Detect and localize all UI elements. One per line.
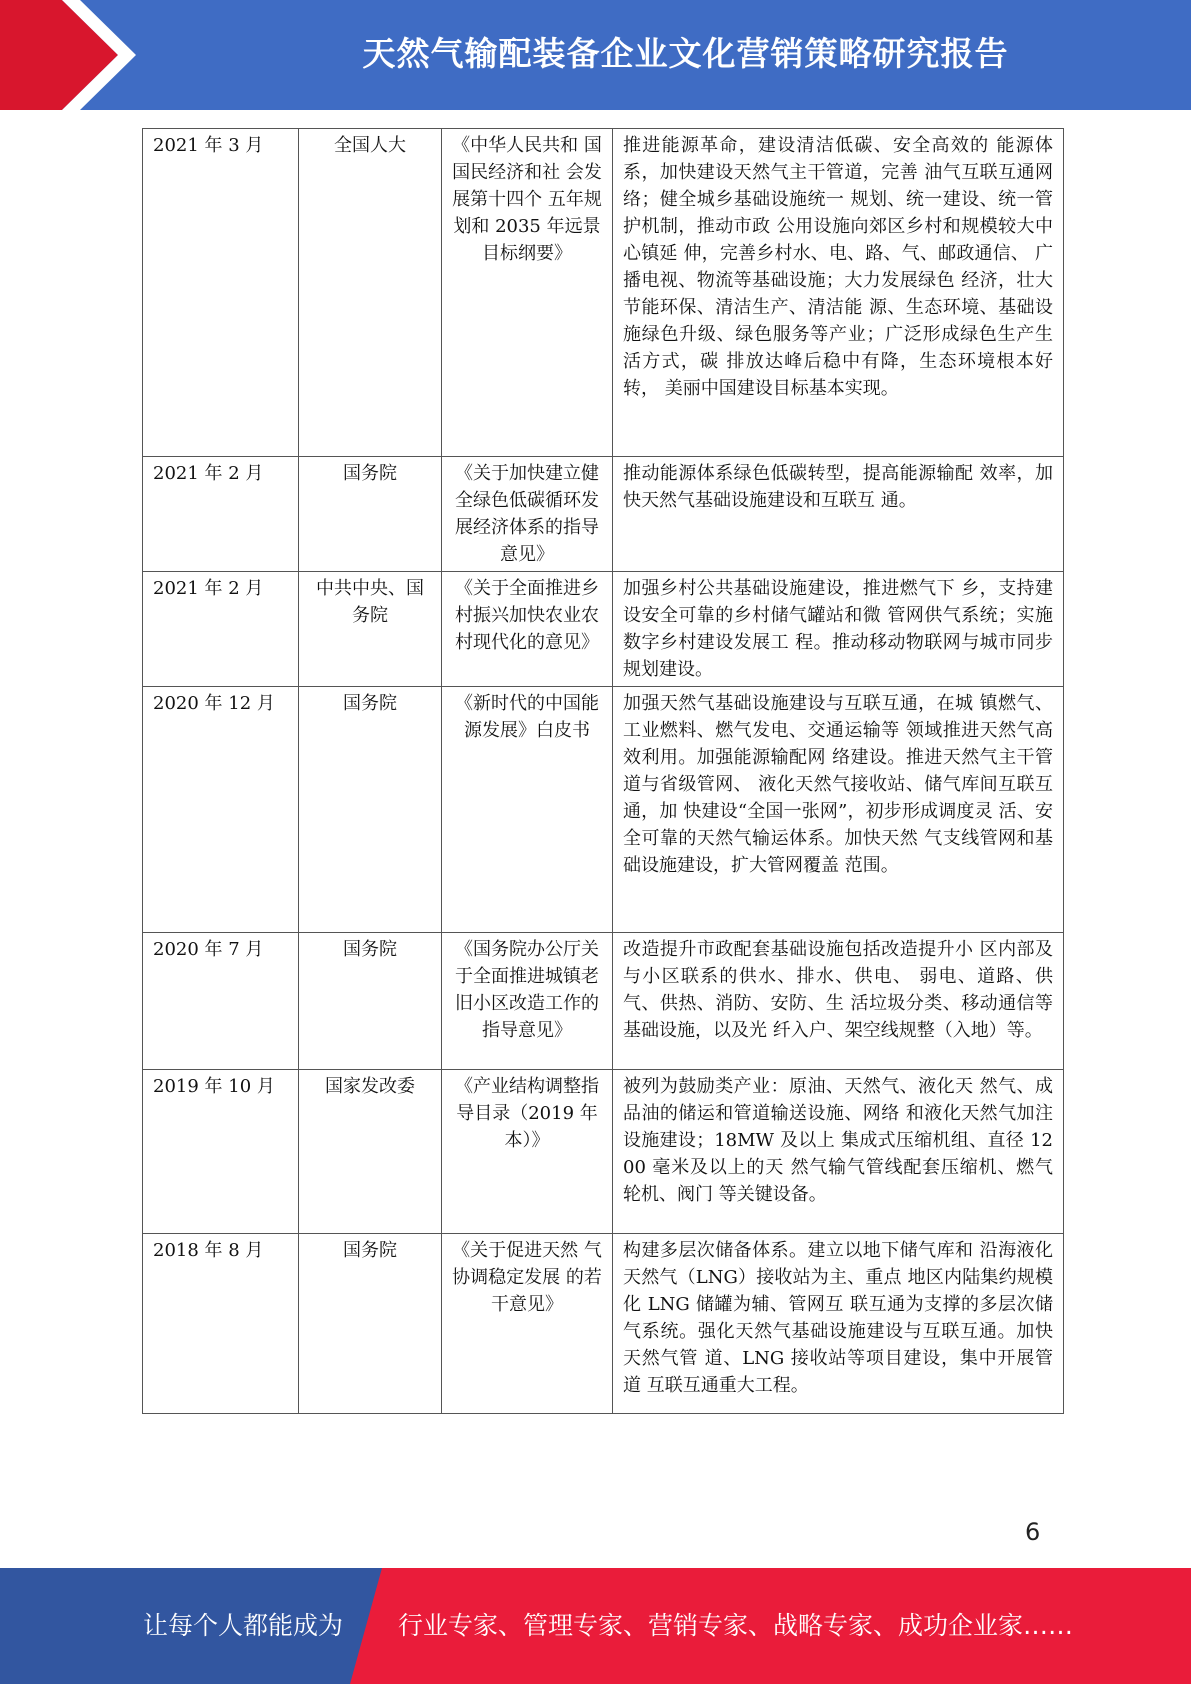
cell-date: 2021 年 2 月 bbox=[143, 457, 299, 572]
report-title: 天然气输配装备企业文化营销策略研究报告 bbox=[362, 34, 1009, 73]
table-row bbox=[143, 457, 1064, 572]
header-chevron-decoration bbox=[0, 0, 160, 110]
cell-content: 加强天然气基础设施建设与互联互通，在城 镇燃气、工业燃料、燃气发电、交通运输等 领域推进天然气高效利用。加强能源输配网 络建设。推进天然气主干管道与省级管网、 液化天然气接收站、储气库间互联互通，加 快建设“全国一张网”，初步形成调度灵 活、安全可靠的天然气输运体系。加快天然 气支线管网和基础设施建设，扩大管网覆盖 范围。 bbox=[613, 687, 1064, 933]
cell-document: 《关于全面推进乡村振兴加快农业农村现代化的意见》 bbox=[442, 572, 613, 687]
table-row bbox=[143, 687, 1064, 933]
cell-document: 《关于加快建立健全绿色低碳循环发展经济体系的指导意见》 bbox=[442, 457, 613, 572]
cell-date: 2020 年 12 月 bbox=[143, 687, 299, 933]
policy-table bbox=[142, 128, 1064, 1414]
table-row bbox=[143, 933, 1064, 1070]
cell-date: 2021 年 3 月 bbox=[143, 129, 299, 457]
cell-date: 2019 年 10 月 bbox=[143, 1070, 299, 1234]
footer-slogan-right: 行业专家、管理专家、营销专家、战略专家、成功企业家…… bbox=[398, 1611, 1074, 1640]
footer-slogan-left: 让每个人都能成为 bbox=[143, 1611, 344, 1640]
table-row bbox=[143, 572, 1064, 687]
cell-org: 国务院 bbox=[299, 687, 442, 933]
cell-date: 2020 年 7 月 bbox=[143, 933, 299, 1070]
cell-content: 推进能源革命，建设清洁低碳、安全高效的 能源体系，加快建设天然气主干管道，完善 油气互联互通网络；健全城乡基础设施统一 规划、统一建设、统一管护机制，推动市政 公用设施向郊区乡村和规模较大中心镇延 伸，完善乡村水、电、路、气、邮政通信、 广播电视、物流等基础设施；大力发展绿色 经济，壮大节能环保、清洁生产、清洁能 源、生态环境、基础设施绿色升级、绿色服务等产业；广泛形成绿色生产生活方式，碳 排放达峰后稳中有降，生态环境根本好转， 美丽中国建设目标基本实现。 bbox=[613, 129, 1064, 457]
cell-org: 全国人大 bbox=[299, 129, 442, 457]
page-number: 6 bbox=[1025, 1518, 1041, 1546]
table-row bbox=[143, 1234, 1064, 1414]
page-header bbox=[0, 0, 1191, 110]
cell-content: 构建多层次储备体系。建立以地下储气库和 沿海液化天然气（LNG）接收站为主、重点 地区内陆集约规模化 LNG 储罐为辅、管网互 联互通为支撑的多层次储气系统。强化天然气基础设施建设与互联互通。加快天然气管 道、LNG 接收站等项目建设，集中开展管道 互联互通重大工程。 bbox=[613, 1234, 1064, 1414]
cell-document: 《产业结构调整指导目录（2019 年本）》 bbox=[442, 1070, 613, 1234]
table-row bbox=[143, 129, 1064, 457]
cell-date: 2021 年 2 月 bbox=[143, 572, 299, 687]
cell-org: 国务院 bbox=[299, 933, 442, 1070]
cell-content: 改造提升市政配套基础设施包括改造提升小 区内部及与小区联系的供水、排水、供电、 弱电、道路、供气、供热、消防、安防、生 活垃圾分类、移动通信等基础设施，以及光 纤入户、架空线规整（入地）等。 bbox=[613, 933, 1064, 1070]
cell-document: 《关于促进天然 气协调稳定发展 的若干意见》 bbox=[442, 1234, 613, 1414]
cell-date: 2018 年 8 月 bbox=[143, 1234, 299, 1414]
cell-org: 国务院 bbox=[299, 1234, 442, 1414]
cell-org: 中共中央、国务院 bbox=[299, 572, 442, 687]
cell-org: 国务院 bbox=[299, 457, 442, 572]
cell-document: 《中华人民共和 国国民经济和社 会发展第十四个 五年规划和 2035 年远景目标纲要》 bbox=[442, 129, 613, 457]
cell-content: 被列为鼓励类产业：原油、天然气、液化天 然气、成品油的储运和管道输送设施、网络 和液化天然气加注设施建设；18MW 及以上 集成式压缩机组、直径 1200 毫米及以上的天 然气输气管线配套压缩机、燃气轮机、阀门 等关键设备。 bbox=[613, 1070, 1064, 1234]
cell-org: 国家发改委 bbox=[299, 1070, 442, 1234]
table-row bbox=[143, 1070, 1064, 1234]
page-footer bbox=[0, 1568, 1191, 1684]
cell-document: 《新时代的中国能源发展》白皮书 bbox=[442, 687, 613, 933]
cell-document: 《国务院办公厅关于全面推进城镇老旧小区改造工作的指导意见》 bbox=[442, 933, 613, 1070]
cell-content: 推动能源体系绿色低碳转型，提高能源输配 效率，加快天然气基础设施建设和互联互 通。 bbox=[613, 457, 1064, 572]
cell-content: 加强乡村公共基础设施建设，推进燃气下 乡，支持建设安全可靠的乡村储气罐站和微 管网供气系统；实施数字乡村建设发展工 程。推动移动物联网与城市同步规划建设。 bbox=[613, 572, 1064, 687]
